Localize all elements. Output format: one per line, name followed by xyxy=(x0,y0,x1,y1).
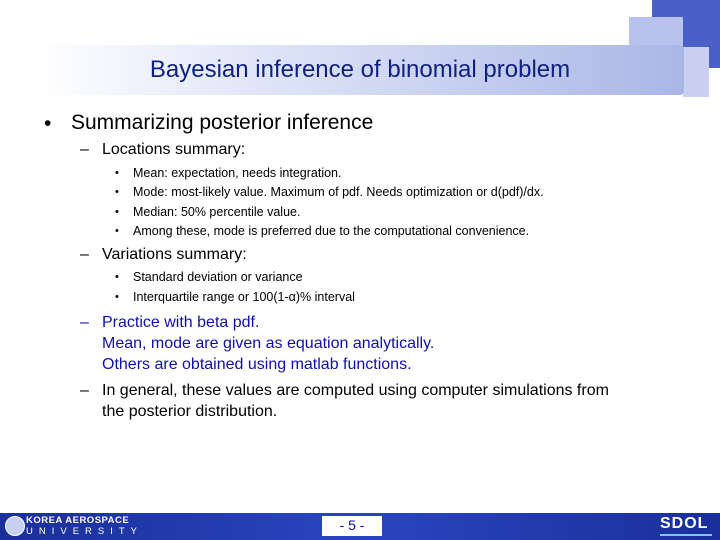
university-name-line2: UNIVERSITY xyxy=(26,526,144,537)
practice-line: Mean, mode are given as equation analytically. xyxy=(102,335,435,352)
locations-heading: Locations summary: xyxy=(102,141,246,158)
locations-item: Mean: expectation, needs integration. xyxy=(133,166,342,180)
locations-item: Among these, mode is preferred due to the computational convenience. xyxy=(133,224,530,238)
locations-item: Median: 50% percentile value. xyxy=(133,205,301,219)
sub-bullet: • xyxy=(115,225,119,237)
dash-bullet: – xyxy=(80,246,89,263)
university-logo-icon xyxy=(5,516,25,536)
sub-bullet: • xyxy=(115,186,119,198)
lab-logo: SDOL xyxy=(660,515,709,532)
variations-item: Interquartile range or 100(1-α)% interval xyxy=(133,290,355,304)
sub-bullet: • xyxy=(115,271,119,283)
practice-line: Others are obtained using matlab functions. xyxy=(102,356,412,373)
university-name-line1: KOREA AEROSPACE xyxy=(26,515,130,526)
dash-bullet: – xyxy=(80,314,89,331)
variations-item: Standard deviation or variance xyxy=(133,270,303,284)
dash-bullet: – xyxy=(80,141,89,158)
lab-logo-underline xyxy=(660,534,712,536)
practice-line: Practice with beta pdf. xyxy=(102,314,260,331)
variations-heading: Variations summary: xyxy=(102,246,247,263)
decorative-square-light xyxy=(629,17,683,47)
main-bullet-text: Summarizing posterior inference xyxy=(71,111,374,134)
dash-bullet: – xyxy=(80,382,89,399)
sub-bullet: • xyxy=(115,206,119,218)
page-number: - 5 - xyxy=(339,517,365,533)
sub-bullet: • xyxy=(115,291,119,303)
slide-title: Bayesian inference of binomial problem xyxy=(149,56,571,83)
general-line: In general, these values are computed using computer simulations from xyxy=(102,382,609,399)
decorative-square-pale xyxy=(683,47,709,97)
general-line: the posterior distribution. xyxy=(102,403,278,420)
locations-item: Mode: most-likely value. Maximum of pdf. Needs optimization or d(pdf)/dx. xyxy=(133,185,544,199)
main-bullet-dot: • xyxy=(44,112,52,135)
sub-bullet: • xyxy=(115,167,119,179)
